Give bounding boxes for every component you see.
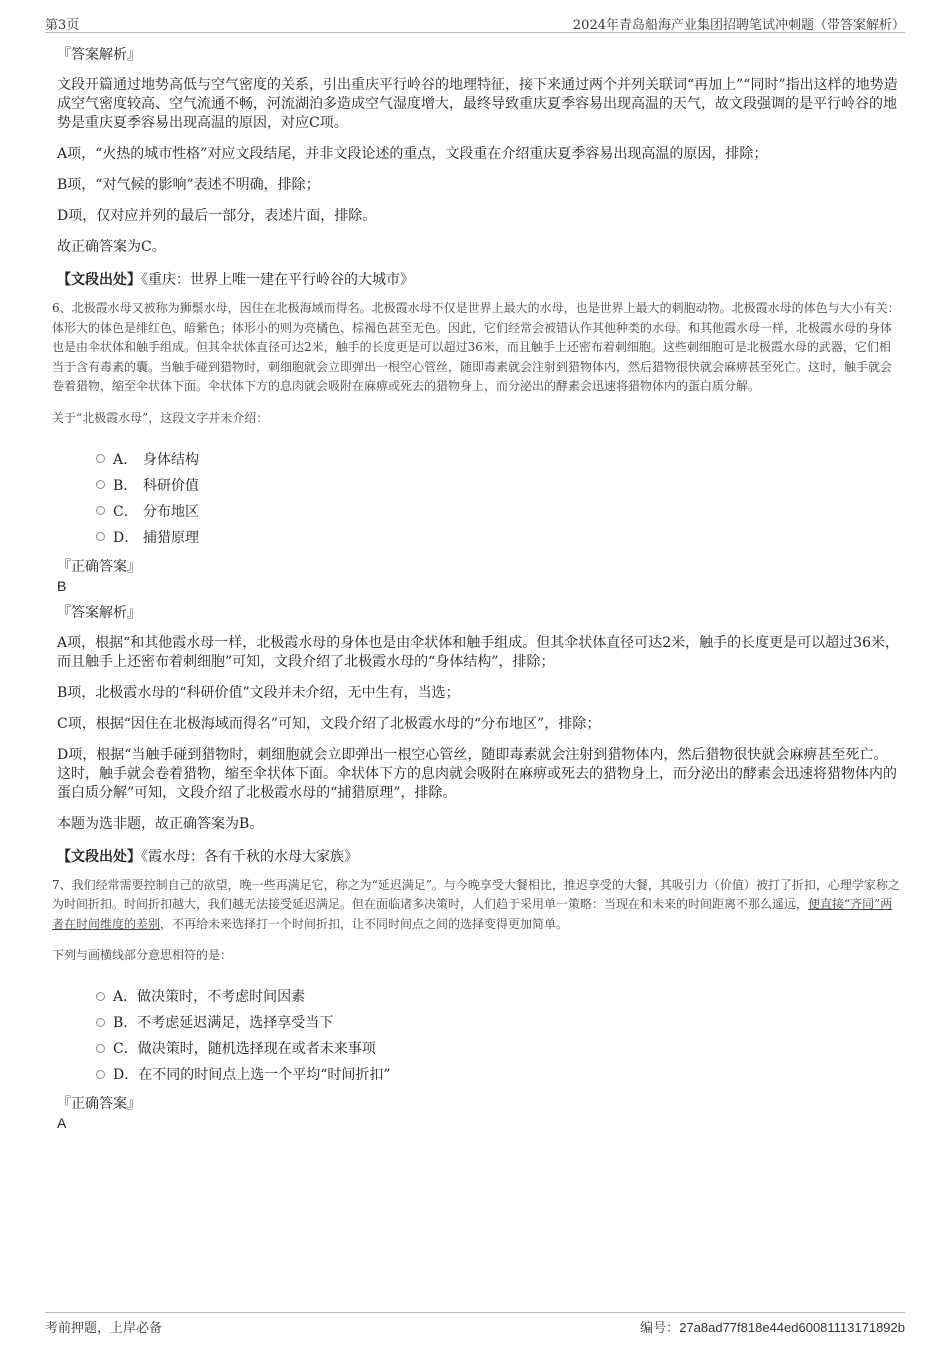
q7-answer: A: [57, 1115, 67, 1131]
q6-analysis-d: D项，根据“当触手碰到猎物时，刺细胞就会立即弹出一根空心管丝，随即毒素就会注射到猎物体内，然后猎物很快就会麻痹甚至死亡。这时，触手就会卷着猎物，缩至伞状体下面。伞状体下方的息肉就会吸附在麻痹或死去的猎物身上，而分泌出的酵素会迅速将猎物体内的蛋白质分解”可知，文段介绍了北极霞水母的“捕猎原理”，排除。: [57, 746, 897, 801]
q6-source: [57, 846, 900, 866]
option-text: 捕猎原理: [143, 529, 199, 546]
q7-option-a[interactable]: [96, 983, 900, 1009]
option-letter: A．: [113, 451, 138, 468]
q5-source-label: 【文段出处】: [57, 272, 141, 288]
option-letter: A．: [113, 989, 138, 1005]
q6-source-label: 【文段出处】: [57, 848, 141, 865]
q5-conclusion: 故正确答案为C。: [57, 239, 166, 255]
q5-analysis-a: A项，“火热的城市性格”对应文段结尾，并非文段论述的重点，文段重在介绍重庆夏季容易出现高温的原因，排除；: [57, 146, 768, 162]
option-letter: C．: [113, 1041, 138, 1057]
page-footer: [45, 1312, 905, 1337]
option-text: 身体结构: [143, 451, 199, 468]
q7-passage-underlined: 便直接“齐同”两者在时间维度的差别: [52, 897, 893, 931]
option-text: 不考虑延迟满足，选择享受当下: [137, 1015, 334, 1031]
q7-option-d[interactable]: [96, 1061, 900, 1087]
q6-option-d[interactable]: [96, 524, 900, 550]
q6-analysis-a: A项，根据“和其他霞水母一样，北极霞水母的身体也是由伞状体和触手组成。但其伞状体直径可达2米，触手的长度更是可以超过36米，而且触手上还密布着刺细胞”可知，文段介绍了北极霞水母的“身体结构”，排除；: [57, 634, 899, 670]
footer-code-value: 27a8ad77f818e44ed60081113171892b: [679, 1320, 905, 1335]
q6-option-b[interactable]: [96, 472, 900, 498]
page-number: 第3页: [45, 18, 80, 33]
q6-question: 关于“北极霞水母”，这段文字并未介绍：: [52, 410, 269, 425]
q6-analysis-label: 『答案解析』: [57, 604, 141, 621]
q7-passage-pre: 7、我们经常需要控制自己的欲望，晚一些再满足它，称之为“延迟满足”。与今晚享受大餐相比，推迟享受的大餐，其吸引力（价值）被打了折扣，心理学家称之为时间折扣。时间折扣越大，我们越无法接受延迟满足。但在面临诸多决策时，人们趋于采用单一策略：当现在和未来的时间距离不那么遥远，: [52, 877, 900, 911]
option-letter: D．: [113, 1067, 139, 1083]
page-content: [52, 44, 900, 1139]
footer-slogan: 考前押题，上岸必备: [45, 1321, 163, 1336]
q7-option-c[interactable]: [96, 1035, 900, 1061]
q7-options: [96, 983, 900, 1087]
q6-options: [96, 446, 900, 550]
q5-source-title: 《重庆：世界上唯一建在平行岭谷的大城市》: [141, 272, 414, 288]
option-text: 在不同的时间点上选一个平均“时间折扣”: [138, 1067, 391, 1083]
q6-passage: 6、北极霞水母又被称为狮鬃水母，因住在北极海域而得名。北极霞水母不仅是世界上最大的水母，也是世界上最大的刺胞动物。北极霞水母的体色与大小有关：体形大的体色是绯红色、暗紫色；体形小的则为亮橘色、棕褐色甚至无色。因此，它们经常会被错认作其他种类的水母。和其他霞水母一样，北极霞水母的身体也是由伞状体和触手组成。但其伞状体直径可达2米，触手的长度更是可以超过36米，而且触手上还密布着刺细胞。这些刺细胞可是北极霞水母的武器，它们相当于含有毒素的囊。当触手碰到猎物时，刺细胞就会立即弹出一根空心管丝，随即毒素就会注射到猎物体内，然后猎物很快就会麻痹甚至死亡。这时，触手就会卷着猎物，缩至伞状体下面。伞状体下方的息肉就会吸附在麻痹或死去的猎物身上，而分泌出的酵素会迅速将猎物体内的蛋白质分解。: [52, 301, 900, 393]
q7-option-b[interactable]: [96, 1009, 900, 1035]
page-header: [45, 10, 905, 33]
q6-source-title: 《霞水母：各有千秋的水母大家族》: [141, 848, 358, 865]
option-text: 科研价值: [143, 477, 199, 494]
radio-icon[interactable]: [96, 1044, 105, 1053]
q7-answer-label: 『正确答案』: [57, 1096, 141, 1112]
q5-analysis-b: B项，“对气候的影响”表述不明确，排除；: [57, 177, 320, 193]
q7-passage: [52, 876, 900, 935]
option-letter: B．: [113, 1015, 138, 1031]
option-text: 做决策时，随机选择现在或者未来事项: [137, 1041, 376, 1057]
q7-passage-post: ，不再给未来选择打一个时间折扣，让不同时间点之间的选择变得更加简单。: [160, 916, 569, 931]
q6-option-a[interactable]: [96, 446, 900, 472]
option-letter: B．: [113, 477, 138, 494]
radio-icon[interactable]: [96, 1070, 105, 1079]
q5-analysis-d: D项，仅对应并列的最后一部分，表述片面，排除。: [57, 208, 377, 224]
q7-question: 下列与画横线部分意思相符的是：: [52, 948, 233, 962]
radio-icon[interactable]: [96, 992, 105, 1001]
q5-analysis-label: 『答案解析』: [57, 47, 141, 63]
radio-icon[interactable]: [96, 1018, 105, 1027]
footer-code: [640, 1317, 905, 1336]
radio-icon[interactable]: [96, 532, 105, 541]
q6-analysis-b: B项，北极霞水母的“科研价值”文段并未介绍，无中生有，当选；: [57, 684, 460, 701]
q6-option-c[interactable]: [96, 498, 900, 524]
q6-analysis-c: C项，根据“因住在北极海域而得名”可知，文段介绍了北极霞水母的“分布地区”，排除；: [57, 715, 601, 732]
option-letter: D．: [113, 529, 139, 546]
q6-answer: B: [57, 577, 67, 594]
q5-analysis-main: 文段开篇通过地势高低与空气密度的关系，引出重庆平行岭谷的地理特征，接下来通过两个并列关联词“再加上”“同时”指出这样的地势造成空气密度较高、空气流通不畅，河流湖泊多造成空气湿度增大，最终导致重庆夏季容易出现高温的天气，故文段强调的是平行岭谷的地势是重庆夏季容易出现高温的原因，对应C项。: [57, 77, 898, 131]
q6-conclusion: 本题为选非题，故正确答案为B。: [57, 815, 264, 832]
option-letter: C．: [113, 503, 138, 520]
q6-answer-label: 『正确答案』: [57, 558, 141, 575]
document-title: 2024年青岛船海产业集团招聘笔试冲刺题（带答案解析）: [572, 18, 905, 33]
q5-source: [57, 269, 900, 289]
option-text: 做决策时，不考虑时间因素: [137, 989, 306, 1005]
radio-icon[interactable]: [96, 480, 105, 489]
radio-icon[interactable]: [96, 506, 105, 515]
radio-icon[interactable]: [96, 454, 105, 463]
footer-code-label: 编号：: [640, 1321, 680, 1336]
option-text: 分布地区: [143, 503, 199, 520]
